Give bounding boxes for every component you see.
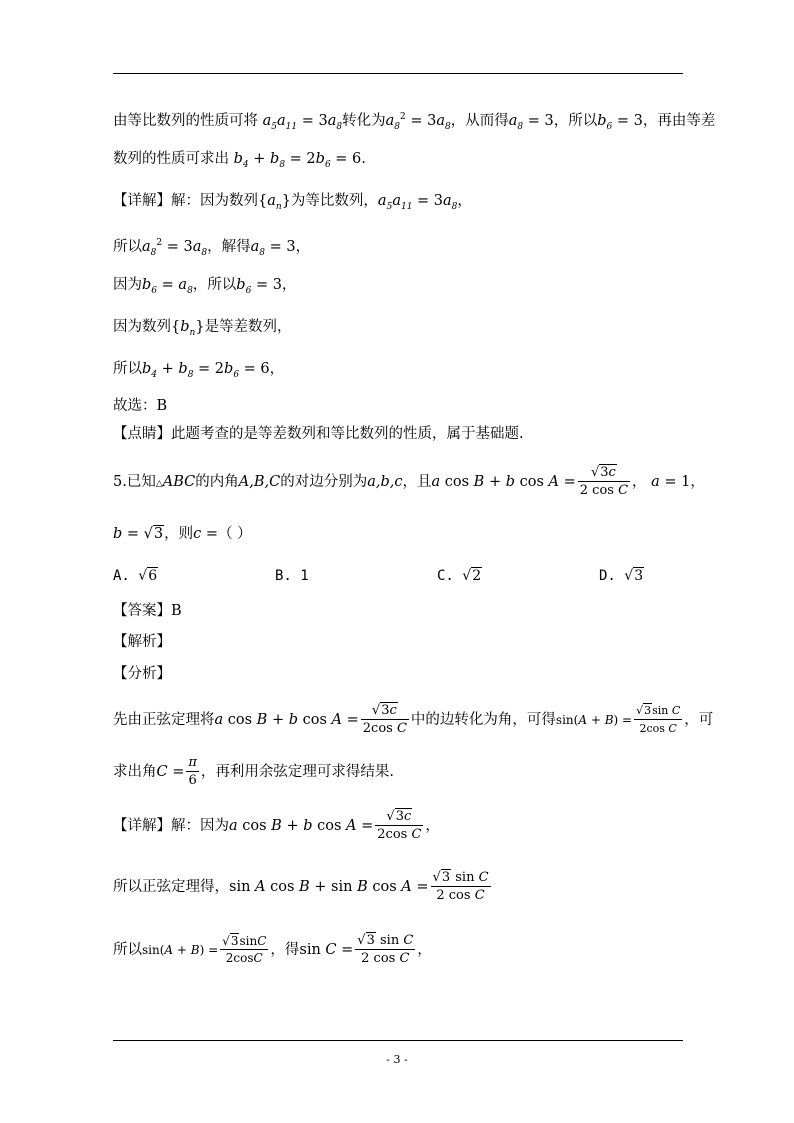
text-line: 先由正弦定理将a cos B + b cos A = $\frac{√3c}{\text{2cos C}}$ 中的边转化为角，可得sin(A + B) = $\frac{\text{√3sin C}}{\text{2cos C}}$ ，可 (113, 703, 714, 736)
text-line: 【详解】解：因为数列$\{a_n\}$为等比数列，$a_5a_{11} = 3a_8$， (113, 193, 472, 212)
answer-label: 【答案】B (113, 603, 182, 619)
text-line: 所以sin(A + B) = $\frac{√3\sin C}{2\cos C}$ ，得sin C = $\frac{\text{√3 sin C}}{\text{2 cos C}}$ ， (113, 933, 432, 966)
fenxi-label: 【分析】 (113, 666, 171, 682)
text-line: 所以正弦定理得，sin A cos B + sin B cos A = $\frac{\text{√3 sin C}}{\text{2 cos C}}$ (113, 870, 489, 903)
text-line: 所以$a_8^2 = 3a_8$，解得$a_8 = 3$， (113, 238, 311, 258)
footer-rule (113, 1040, 683, 1041)
text-line: 因为$b_6 = a_8$，所以$b_6 = 3$， (113, 277, 297, 296)
option-a[interactable]: A. √6 (113, 568, 158, 584)
text-line: 由等比数列的性质可将 $a_5a_{11} = 3a_8$转化为$a_8^2 = 3a_8$，从而得$a_8 = 3$，所以$b_6 = 3$，再由等差 (113, 112, 716, 132)
text-line: 故选：B (113, 398, 168, 414)
option-c[interactable]: C. √2 (437, 568, 482, 584)
text-line: 【详解】解：因为a cos B + b cos A = $\frac{√3c}{\text{2cos C}}$ ， (113, 809, 440, 842)
header-rule (113, 73, 683, 74)
analysis-label: 【解析】 (113, 634, 171, 650)
option-d[interactable]: D. √3 (599, 568, 644, 584)
question-stem: 5.已知△ABC的内角A,B,C的对边分别为a,b,c，且a cos B + b cos A = $\frac{√3c}{\text{2 cos C}}$ ， a = 1， (113, 465, 705, 498)
text-line: 【点睛】此题考查的是等差数列和等比数列的性质，属于基础题. (113, 426, 524, 442)
text-line: 求出角C = $\frac{\pi}{6}$ ，再利用余弦定理可求得结果. (113, 755, 395, 788)
question-stem: b = √3，则c =（ ） (113, 526, 252, 542)
page-number: - 3 - (386, 1053, 408, 1066)
option-b[interactable]: B. 1 (275, 568, 309, 584)
text-line: 所以$b_4 + b_8 = 2b_6 = 6$， (113, 361, 285, 380)
text-line: 数列的性质可求出 $b_4 + b_8 = 2b_6 = 6$. (113, 151, 366, 170)
text-line: 因为数列$\{b_n\}$是等差数列， (113, 319, 292, 338)
